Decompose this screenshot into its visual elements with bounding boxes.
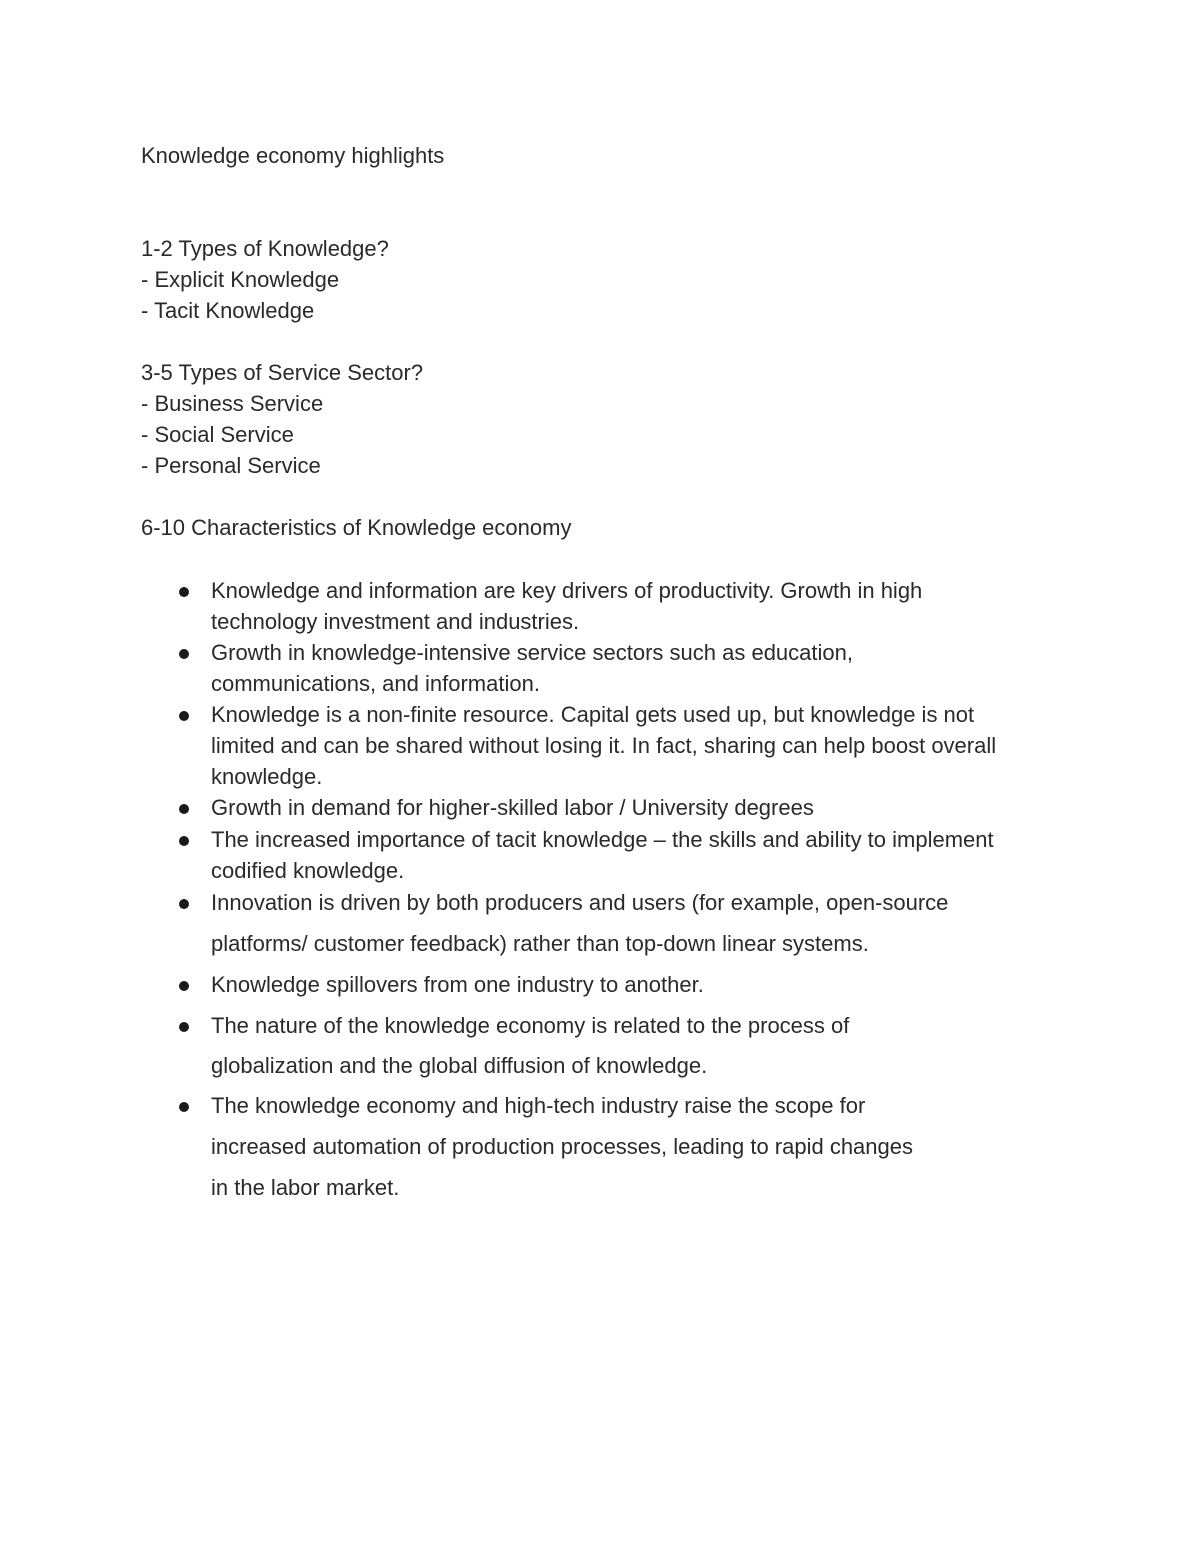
bullet-line: Knowledge and information are key drivers of productivity. Growth in high	[211, 578, 923, 603]
bullet-line: The nature of the knowledge economy is related to the process of	[211, 1013, 850, 1038]
bullet-line: increased automation of production processes, leading to rapid changes	[211, 1134, 914, 1159]
bullet-icon	[179, 1022, 189, 1032]
bullet-icon	[179, 649, 189, 659]
bullet-line: in the labor market.	[211, 1175, 400, 1200]
bullet-icon	[179, 981, 189, 991]
list-item: - Personal Service	[141, 453, 321, 478]
bullet-icon	[179, 587, 189, 597]
bullet-line: technology investment and industries.	[211, 609, 580, 634]
bullet-line: Knowledge spillovers from one industry to another.	[211, 972, 704, 997]
document-title: Knowledge economy highlights	[141, 143, 445, 168]
bullet-line: communications, and information.	[211, 671, 540, 696]
list-item: - Tacit Knowledge	[141, 298, 315, 323]
bullet-line: Growth in demand for higher-skilled labor / University degrees	[211, 795, 814, 820]
bullet-icon	[179, 711, 189, 721]
bullet-icon	[179, 804, 189, 814]
bullet-line: Growth in knowledge-intensive service sectors such as education,	[211, 640, 853, 665]
bullet-line: knowledge.	[211, 764, 323, 789]
section-heading-service-types: 3-5 Types of Service Sector?	[141, 360, 424, 385]
bullet-line: platforms/ customer feedback) rather than top-down linear systems.	[211, 931, 869, 956]
bullet-line: limited and can be shared without losing it. In fact, sharing can help boost overall	[211, 733, 997, 758]
bullet-line: Innovation is driven by both producers and users (for example, open-source	[211, 890, 949, 915]
list-item: - Explicit Knowledge	[141, 267, 340, 292]
bullet-icon	[179, 899, 189, 909]
bullet-line: Knowledge is a non-finite resource. Capital gets used up, but knowledge is not	[211, 702, 975, 727]
bullet-icon	[179, 1102, 189, 1112]
bullet-line: The increased importance of tacit knowledge – the skills and ability to implement	[211, 827, 994, 852]
list-item: - Business Service	[141, 391, 324, 416]
bullet-line: The knowledge economy and high-tech industry raise the scope for	[211, 1093, 866, 1118]
bullet-icon	[179, 836, 189, 846]
bullet-line: globalization and the global diffusion of knowledge.	[211, 1053, 708, 1078]
section-heading-knowledge-types: 1-2 Types of Knowledge?	[141, 236, 389, 261]
bullet-line: codified knowledge.	[211, 858, 405, 883]
section-heading-characteristics: 6-10 Characteristics of Knowledge economy	[141, 515, 572, 540]
list-item: - Social Service	[141, 422, 294, 447]
